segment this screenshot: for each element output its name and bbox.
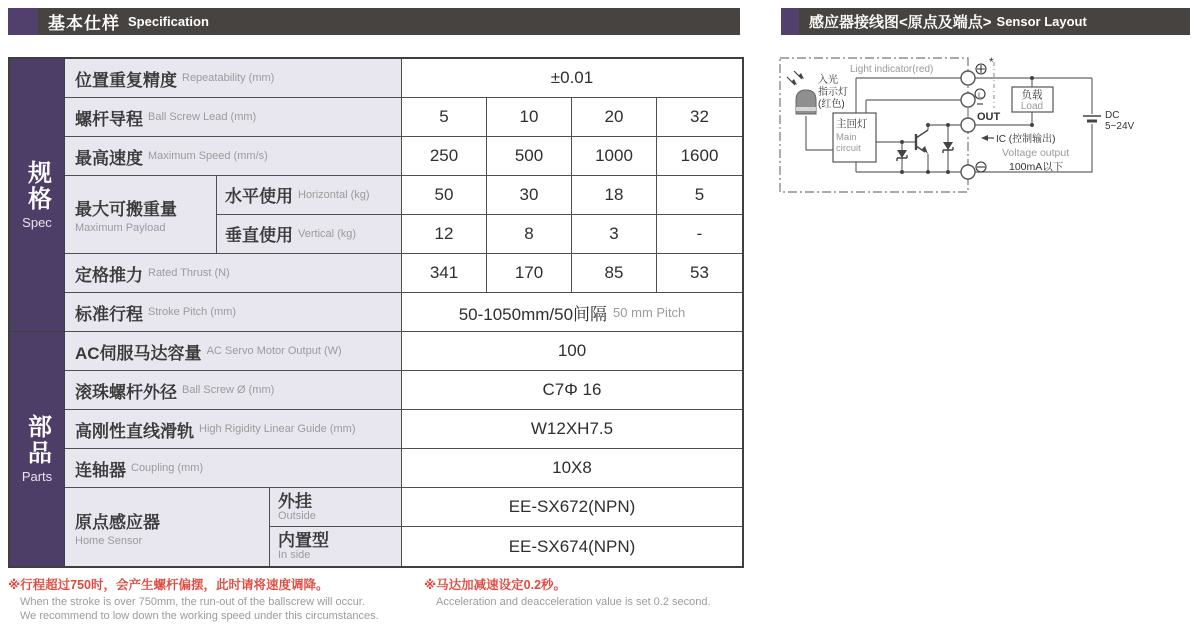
stroke-value: 50-1050mm/50间隔 [458,304,608,324]
l-terminal-icon [975,89,985,104]
label-en: Repeatability (mm) [182,72,275,84]
value-cell: 50 [402,176,487,214]
light-label-en: Light indicator(red) [850,64,934,75]
label-zh: 外挂 [278,491,312,511]
value-cell: 341 [402,254,487,292]
l-terminal-letter: L [978,90,983,100]
subrow-horizontal [217,176,742,215]
row-label [65,98,402,136]
value-guide: W12XH7.5 [530,419,614,438]
spec-table [8,57,744,568]
star-mark: * [989,55,994,69]
value-repeatability: ±0.01 [550,68,594,87]
footnote-left-red: ※行程超过750时，会产生螺杆偏摆，此时请将速度调降。 [8,578,329,592]
value-coupling: 10X8 [552,458,592,477]
row-stroke-pitch [65,293,742,332]
load-label-en: Load [1020,101,1044,112]
label-zh: 定格推力 [75,265,143,285]
label-en: AC Servo Motor Output (W) [206,345,342,357]
spec-header-bar [38,8,740,35]
purple-accent-square [781,8,799,35]
row-label-payload [65,176,217,253]
value-cell: 12 [402,215,487,254]
row-ball-screw-lead [65,98,742,137]
table-side-column [10,59,65,566]
label-en: Maximum Speed (mm/s) [148,150,268,162]
dc-voltage-label: 5~24V [1105,121,1135,132]
footnote-left [8,575,413,623]
label-en: Ball Screw Ø (mm) [182,384,275,396]
label-en: High Rigidity Linear Guide (mm) [199,423,356,435]
dc-label: DC [1105,110,1120,121]
side-label-spec-en: Spec [22,215,52,230]
out-terminal-label: OUT [977,111,1001,123]
value-cell: 250 [402,137,487,175]
label-en: Home Sensor [75,534,143,547]
label-en: Rated Thrust (N) [148,267,230,279]
label-zh: 位置重复精度 [75,70,177,90]
value-stroke [402,293,742,331]
row-label [65,293,402,331]
row-label [65,371,402,409]
sensor-header-bar [799,8,1190,35]
value-cell: 20 [572,98,657,136]
row-home-sensor [65,488,742,566]
label-zh: 内置型 [278,531,329,550]
label-zh: 螺杆导程 [75,109,143,129]
ic-label: IC (控制输出) [996,134,1056,145]
sublabel [270,527,402,566]
row-label [65,449,402,487]
sublabel [217,176,402,214]
plus-terminal-icon [976,64,986,74]
side-label-parts [10,332,64,566]
load-label-zh: 负载 [1021,89,1043,101]
value-cell: 8 [487,215,572,254]
footnote-right-en: Acceleration and deacceleration value is set 0.2 second. [436,596,711,608]
led-icon [796,90,816,114]
spec-header-title-zh: 基本仕样 [48,14,120,33]
spec-header-title-en: Specification [128,14,209,29]
row-ball-screw-dia [65,371,742,410]
footnote-right [424,575,754,609]
sublabel [217,215,402,254]
label-zh: 标准行程 [75,304,143,324]
value-servo: 100 [557,341,587,360]
subrow-inside [270,527,742,566]
row-label-home-sensor [65,488,270,566]
current-limit-label: 100mA以下 [1009,161,1064,173]
value-cell: 1000 [572,137,657,175]
sublabel [270,488,402,526]
row-rated-thrust [65,254,742,293]
table-rows [65,59,742,566]
value-sensor-inside: EE-SX674(NPN) [508,536,636,556]
stroke-value-en: 50 mm Pitch [613,304,686,320]
value-cell: 10 [487,98,572,136]
value-cell: - [696,223,703,243]
row-label [65,332,402,370]
label-en: Maximum Payload [75,222,166,234]
battery-icon [1083,116,1101,121]
subrow-outside [270,488,742,527]
ic-arrow [981,135,994,141]
row-label [65,59,402,97]
transistor-symbol [916,130,928,154]
spec-section-header [8,8,740,35]
light-label-zh3: (红色) [818,99,845,110]
value-screw-dia: C7Φ 16 [542,380,602,399]
value-cell: 18 [572,176,657,214]
main-circuit-label-zh: 主回灯 [836,118,868,130]
value-cell: 3 [572,215,657,254]
light-label-zh2: 指示灯 [818,87,848,98]
sensor-header-title-en: Sensor Layout [996,14,1087,29]
label-en: Vertical (kg) [298,227,357,240]
incoming-light-arrows [787,71,804,85]
light-label-zh1: 入光 [818,75,838,86]
label-en: Stroke Pitch (mm) [148,306,237,318]
label-zh: 原点感应器 [75,512,160,532]
footnote-left-en1: When the stroke is over 750mm, the run-out of the ballscrew will occur. [20,596,365,608]
label-zh: 垂直使用 [225,226,293,246]
side-label-spec-zh: 规格 [23,160,51,212]
value-cell: 1600 [680,146,719,165]
row-max-payload [65,176,742,254]
value-cell: 5 [694,184,705,204]
value-cell: 32 [690,107,709,126]
side-label-parts-en: Parts [21,469,53,484]
value-cell: 170 [487,254,572,292]
sensor-header-title-zh: 感应器接线图<原点及端点> [809,14,992,31]
label-en: In side [278,549,311,561]
subrow-vertical [217,215,742,254]
side-label-spec [10,59,64,332]
row-max-speed [65,137,742,176]
label-zh: 水平使用 [225,187,293,207]
row-label [65,410,402,448]
label-en: Horizontal (kg) [298,188,370,201]
label-zh: AC伺服马达容量 [75,343,202,363]
row-label [65,137,402,175]
side-label-parts-zh: 部品 [23,414,51,466]
row-coupling [65,449,742,488]
minus-terminal-icon [976,162,986,172]
value-cell: 500 [487,137,572,175]
sensor-section-header [781,8,1190,35]
label-zh: 滚珠螺杆外径 [75,382,177,402]
footnote-right-red: ※马达加减速设定0.2秒。 [424,578,567,592]
main-circuit-label-en2: circuit [836,143,861,154]
footnote-left-en2: We recommend to low down the working speed under this circumstances. [20,610,379,622]
voltage-output-label: Voltage output [1002,147,1070,159]
value-cell: 85 [572,254,657,292]
footnote-left-en [20,595,413,623]
label-en: Outside [278,509,316,522]
label-zh: 最高速度 [75,148,143,168]
label-zh: 连轴器 [75,460,126,480]
value-cell: 5 [402,98,487,136]
row-repeatability [65,59,742,98]
label-zh: 最大可搬重量 [75,200,177,219]
label-zh: 高刚性直线滑轨 [75,421,194,441]
main-circuit-label-en1: Main [836,132,857,143]
label-en: Coupling (mm) [131,462,204,474]
row-label [65,254,402,292]
row-linear-guide [65,410,742,449]
value-cell: 30 [487,176,572,214]
purple-accent-square [8,8,38,35]
value-sensor-outside: EE-SX672(NPN) [508,497,636,516]
row-servo-output [65,332,742,371]
label-en: Ball Screw Lead (mm) [148,111,257,123]
value-cell: 53 [690,263,709,282]
sensor-wiring-diagram [778,50,1198,200]
